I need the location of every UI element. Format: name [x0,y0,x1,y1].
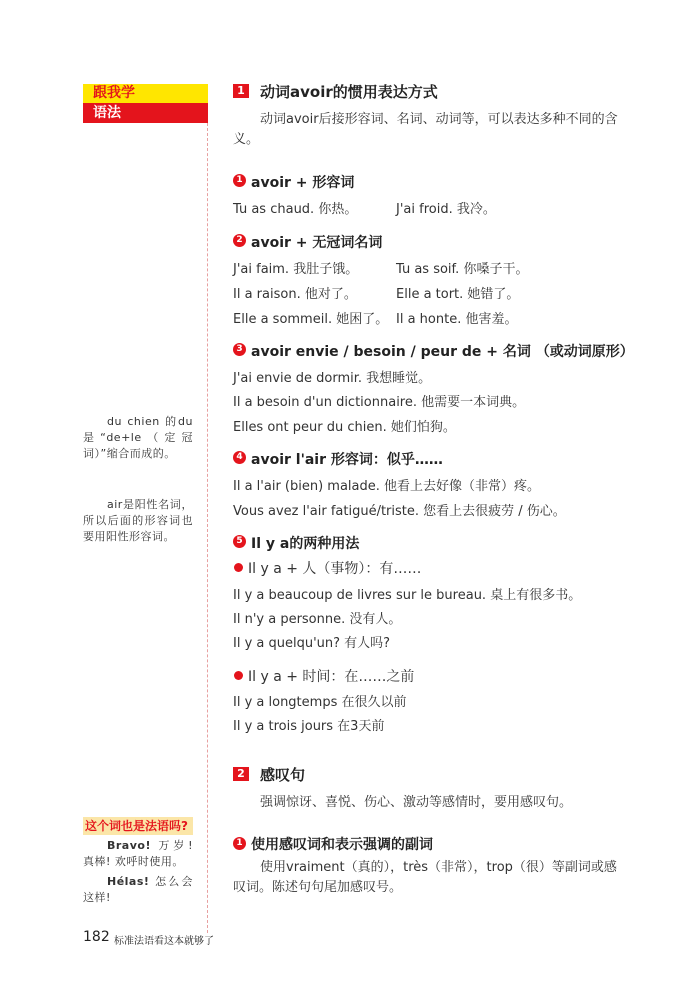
bullet-title: Il y a + 人（事物）：有…… [248,561,422,577]
chapter-tag-follow-me: 跟我学 [83,84,208,103]
subsection-text: 使用vraiment（真的），très（非常），trop（很）等副词或感叹词。陈述句句尾加感叹号。 [233,860,617,895]
section-number-badge: 1 [233,84,249,98]
section-title: 感叹句 [260,766,306,784]
subsection-number-icon: 3 [233,343,246,356]
example-sentence: Il a besoin d'un dictionnaire. 他需要一本词典。 [233,395,526,410]
page-number: 182 [83,929,110,945]
sidebar-note-air: air是阳性名词，所以后面的形容词也要用阳性形容词。 [83,498,193,543]
example-sentence: Il n'y a personne. 没有人。 [233,612,402,627]
bullet-title: Il y a + 时间：在……之前 [248,669,415,685]
quiz-word: Hélas! [107,875,150,888]
quiz-meaning: 怎么会这样! [83,875,193,904]
subsection-number-icon: 1 [233,837,246,850]
example-sentence: Elle a tort. 她错了。 [396,287,520,302]
subsection-title: avoir l'air 形容词：似乎…… [251,452,443,468]
chapter-tag-grammar: 语法 [83,103,208,123]
quiz-meaning: 万岁! 真棒! 欢呼时使用。 [83,839,193,868]
subsection-title: avoir + 形容词 [251,175,355,191]
section-title: 动词avoir的惯用表达方式 [260,83,438,101]
example-sentence: Il y a longtemps 在很久以前 [233,695,407,710]
quiz-word: Bravo! [107,839,151,852]
subsection-title: Il y a的两种用法 [251,536,360,552]
bullet-dot-icon [234,563,243,572]
example-sentence: J'ai envie de dormir. 我想睡觉。 [233,371,432,386]
subsection-title: avoir + 无冠词名词 [251,235,383,251]
book-title: 标准法语看这本就够了 [114,936,214,947]
example-sentence: Tu as chaud. 你热。 [233,202,358,217]
sidebar-quiz-item [83,874,193,906]
example-sentence: Il y a beaucoup de livres sur le bureau. 桌上有很多书。 [233,588,582,603]
subsection-title: 使用感叹词和表示强调的副词 [251,837,433,853]
subsection-title: avoir envie / besoin / peur de + 名词 （或动词原形） [251,344,634,360]
sidebar-divider [207,123,208,933]
section-number-badge: 2 [233,767,249,781]
example-sentence: J'ai faim. 我肚子饿。 [233,262,359,277]
section-intro: 动词avoir后接形容词、名词、动词等，可以表达多种不同的含义。 [233,112,618,147]
example-sentence: Tu as soif. 你嗓子干。 [396,262,529,277]
example-sentence: Elle a sommeil. 她困了。 [233,312,389,327]
sidebar-note-du: du chien 的du是“de+le（定冠词）”缩合而成的。 [83,415,193,460]
example-sentence: Elles ont peur du chien. 她们怕狗。 [233,420,456,435]
example-sentence: Il a honte. 他害羞。 [396,312,518,327]
example-sentence: Il a raison. 他对了。 [233,287,357,302]
subsection-number-icon: 2 [233,234,246,247]
example-sentence: J'ai froid. 我冷。 [396,202,496,217]
sidebar-quiz-title: 这个词也是法语吗? [83,817,193,835]
example-sentence: Il y a quelqu'un? 有人吗? [233,636,391,651]
section-intro: 强调惊讶、喜悦、伤心、激动等感情时，要用感叹句。 [260,795,573,810]
example-sentence: Il y a trois jours 在3天前 [233,719,385,734]
example-sentence: Vous avez l'air fatigué/triste. 您看上去很疲劳 / 伤心。 [233,504,566,519]
sidebar-quiz-item [83,838,193,870]
example-sentence: Il a l'air (bien) malade. 他看上去好像（非常）疼。 [233,479,541,494]
subsection-number-icon: 1 [233,174,246,187]
subsection-number-icon: 4 [233,451,246,464]
subsection-number-icon: 5 [233,535,246,548]
bullet-dot-icon [234,671,243,680]
